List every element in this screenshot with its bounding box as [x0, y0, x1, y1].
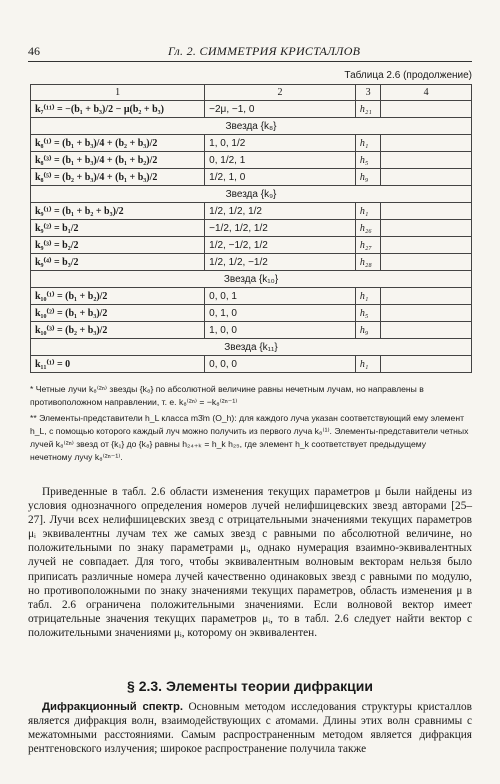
col-header-4: 4	[381, 85, 472, 101]
coordinates-cell: 1, 0, 0	[205, 322, 356, 339]
table-row	[31, 254, 472, 271]
star-label: Звезда {k₁₀}	[31, 271, 472, 288]
coordinates-cell: 1, 0, 1/2	[205, 135, 356, 152]
table-row	[31, 322, 472, 339]
paragraph-lead: Дифракционный спектр.	[42, 701, 184, 713]
coordinates-cell: 0, 1, 0	[205, 305, 356, 322]
data-table	[30, 84, 472, 373]
col-header-1: 1	[31, 85, 205, 101]
paragraph-text: Основным методом исследования структуры кристаллов является дифракция волн, взаимодействующих с атомами. Длины этих волн сравнимы с межатомными расстояниями. Самым распространенным методом является дифракция рентгеновского излучения; широкое распространение получила также	[28, 701, 473, 756]
wave-vector-cell: k₈⁽¹⁾ = (b₁ + b₃)/4 + (b₂ + b₃)/2	[31, 135, 205, 152]
footnote-2: ** Элементы-представители h_L класса m3̄m (O_h): для каждого луча указан соответствующий ему элемент h_L, с помощью которого каждый луч можно получить из первого луча k₈⁽¹⁾. Элементы-представители четных лучей k₈⁽²ⁿ⁾ звезд от {k₁} до {k₈} равны h₂₄₊ₖ = h_k h₂₅, где элемент h_k соответствует предыдущему нечетному лучу k₈⁽²ⁿ⁻¹⁾.	[30, 413, 469, 462]
star-label: Звезда {k₈}	[31, 118, 472, 135]
footnote-1: * Четные лучи k₈⁽²ⁿ⁾ звезды {k₈} по абсолютной величине равны нечетным лучам, но направлены в противоположном направлении, т. е. k₈⁽²ⁿ⁾ = −k₈⁽²ⁿ⁻¹⁾	[30, 384, 424, 407]
wave-vector-cell: k₉⁽¹⁾ = (b₁ + b₂ + b₃)/2	[31, 203, 205, 220]
table-header-row	[31, 85, 472, 101]
table-row	[31, 220, 472, 237]
table-row	[31, 101, 472, 118]
wave-vector-cell: k₁₀⁽¹⁾ = (b₁ + b₂)/2	[31, 288, 205, 305]
empty-cell	[381, 254, 472, 271]
wave-vector-cell: k₁₀⁽²⁾ = (b₁ + b₃)/2	[31, 305, 205, 322]
wave-vector-cell: k₇⁽¹¹⁾ = −(b₁ + b₃)/2 − μ(b₂ + b₃)	[31, 101, 205, 118]
table-row	[31, 356, 472, 373]
element-cell: h₂₇	[355, 237, 380, 254]
star-label: Звезда {k₉}	[31, 186, 472, 203]
table-row	[31, 169, 472, 186]
coordinates-cell: 1/2, −1/2, 1/2	[205, 237, 356, 254]
body-text	[28, 485, 472, 640]
empty-cell	[381, 237, 472, 254]
empty-cell	[381, 203, 472, 220]
star-label: Звезда {k₁₁}	[31, 339, 472, 356]
empty-cell	[381, 220, 472, 237]
empty-cell	[381, 135, 472, 152]
table-row	[31, 305, 472, 322]
star-group-row	[31, 186, 472, 203]
table-caption: Таблица 2.6 (продолжение)	[344, 70, 472, 81]
empty-cell	[381, 169, 472, 186]
empty-cell	[381, 288, 472, 305]
coordinates-cell: 0, 1/2, 1	[205, 152, 356, 169]
empty-cell	[381, 305, 472, 322]
body-paragraph: Приведенные в табл. 2.6 области изменения текущих параметров μ были найдены из условия однозначного определения номеров лучей нелифшицевских звезд авторами [25–27]. Лучи всех нелифшицевских звезд с отрицательными значениями текущих параметров μᵢ эквивалентны лучам тех же самых звезд с равными по абсолютной величине, но положительными по знаку параметрами μᵢ, однако нумерация взаимно-эквивалентных лучей не совпадает. Для того, чтобы эквивалентным волновым векторам нельзя было приписать различные номера лучей качественно одинаковых звезд с равными по модулю, но противоположными по знаку значениями текущих параметров, область изменения μ в табл. 2.6 ограничена положительными значениями. Если волновой вектор имеет отрицательные значения текущих параметров μᵢ, то в табл. 2.6 следует найти вектор с положительными значениями μᵢ, которому он эквивалентен.	[28, 486, 472, 639]
table-row	[31, 135, 472, 152]
element-cell: h₁	[355, 135, 380, 152]
table-footnotes	[30, 383, 470, 464]
running-header	[28, 44, 472, 60]
wave-vector-cell: k₈⁽⁵⁾ = (b₂ + b₃)/4 + (b₁ + b₃)/2	[31, 169, 205, 186]
element-cell: h₂₈	[355, 254, 380, 271]
element-cell: h₁	[355, 356, 380, 373]
coordinates-cell: 1/2, 1/2, −1/2	[205, 254, 356, 271]
coordinates-cell: 0, 0, 0	[205, 356, 356, 373]
coordinates-cell: 1/2, 1/2, 1/2	[205, 203, 356, 220]
element-cell: h₁	[355, 288, 380, 305]
star-group-row	[31, 339, 472, 356]
star-group-row	[31, 271, 472, 288]
wave-vector-cell: k₁₀⁽³⁾ = (b₂ + b₃)/2	[31, 322, 205, 339]
wave-vector-cell: k₉⁽⁴⁾ = b₃/2	[31, 254, 205, 271]
wave-vector-cell: k₉⁽²⁾ = b₁/2	[31, 220, 205, 237]
element-cell: h₂₆	[355, 220, 380, 237]
wave-vector-cell: k₁₁⁽¹⁾ = 0	[31, 356, 205, 373]
coordinates-cell: 1/2, 1, 0	[205, 169, 356, 186]
running-title: Гл. 2. СИММЕТРИЯ КРИСТАЛЛОВ	[168, 44, 361, 58]
empty-cell	[381, 101, 472, 118]
coordinates-cell: −1/2, 1/2, 1/2	[205, 220, 356, 237]
header-rule	[28, 61, 472, 62]
wave-vector-cell: k₉⁽³⁾ = b₂/2	[31, 237, 205, 254]
empty-cell	[381, 356, 472, 373]
empty-cell	[381, 152, 472, 169]
element-cell: h₉	[355, 169, 380, 186]
table-row	[31, 237, 472, 254]
table-row	[31, 152, 472, 169]
section-paragraph	[28, 700, 472, 756]
page-number: 46	[28, 44, 40, 58]
element-cell: h₁	[355, 203, 380, 220]
element-cell: h₉	[355, 322, 380, 339]
col-header-2: 2	[205, 85, 356, 101]
element-cell: h₅	[355, 305, 380, 322]
coordinates-cell: 0, 0, 1	[205, 288, 356, 305]
star-group-row	[31, 118, 472, 135]
table-row	[31, 203, 472, 220]
coordinates-cell: −2μ, −1, 0	[205, 101, 356, 118]
empty-cell	[381, 322, 472, 339]
element-cell: h₂₁	[355, 101, 380, 118]
element-cell: h₅	[355, 152, 380, 169]
section-heading: § 2.3. Элементы теории дифракции	[127, 678, 373, 694]
col-header-3: 3	[355, 85, 380, 101]
table-row	[31, 288, 472, 305]
wave-vector-cell: k₈⁽³⁾ = (b₁ + b₃)/4 + (b₁ + b₂)/2	[31, 152, 205, 169]
